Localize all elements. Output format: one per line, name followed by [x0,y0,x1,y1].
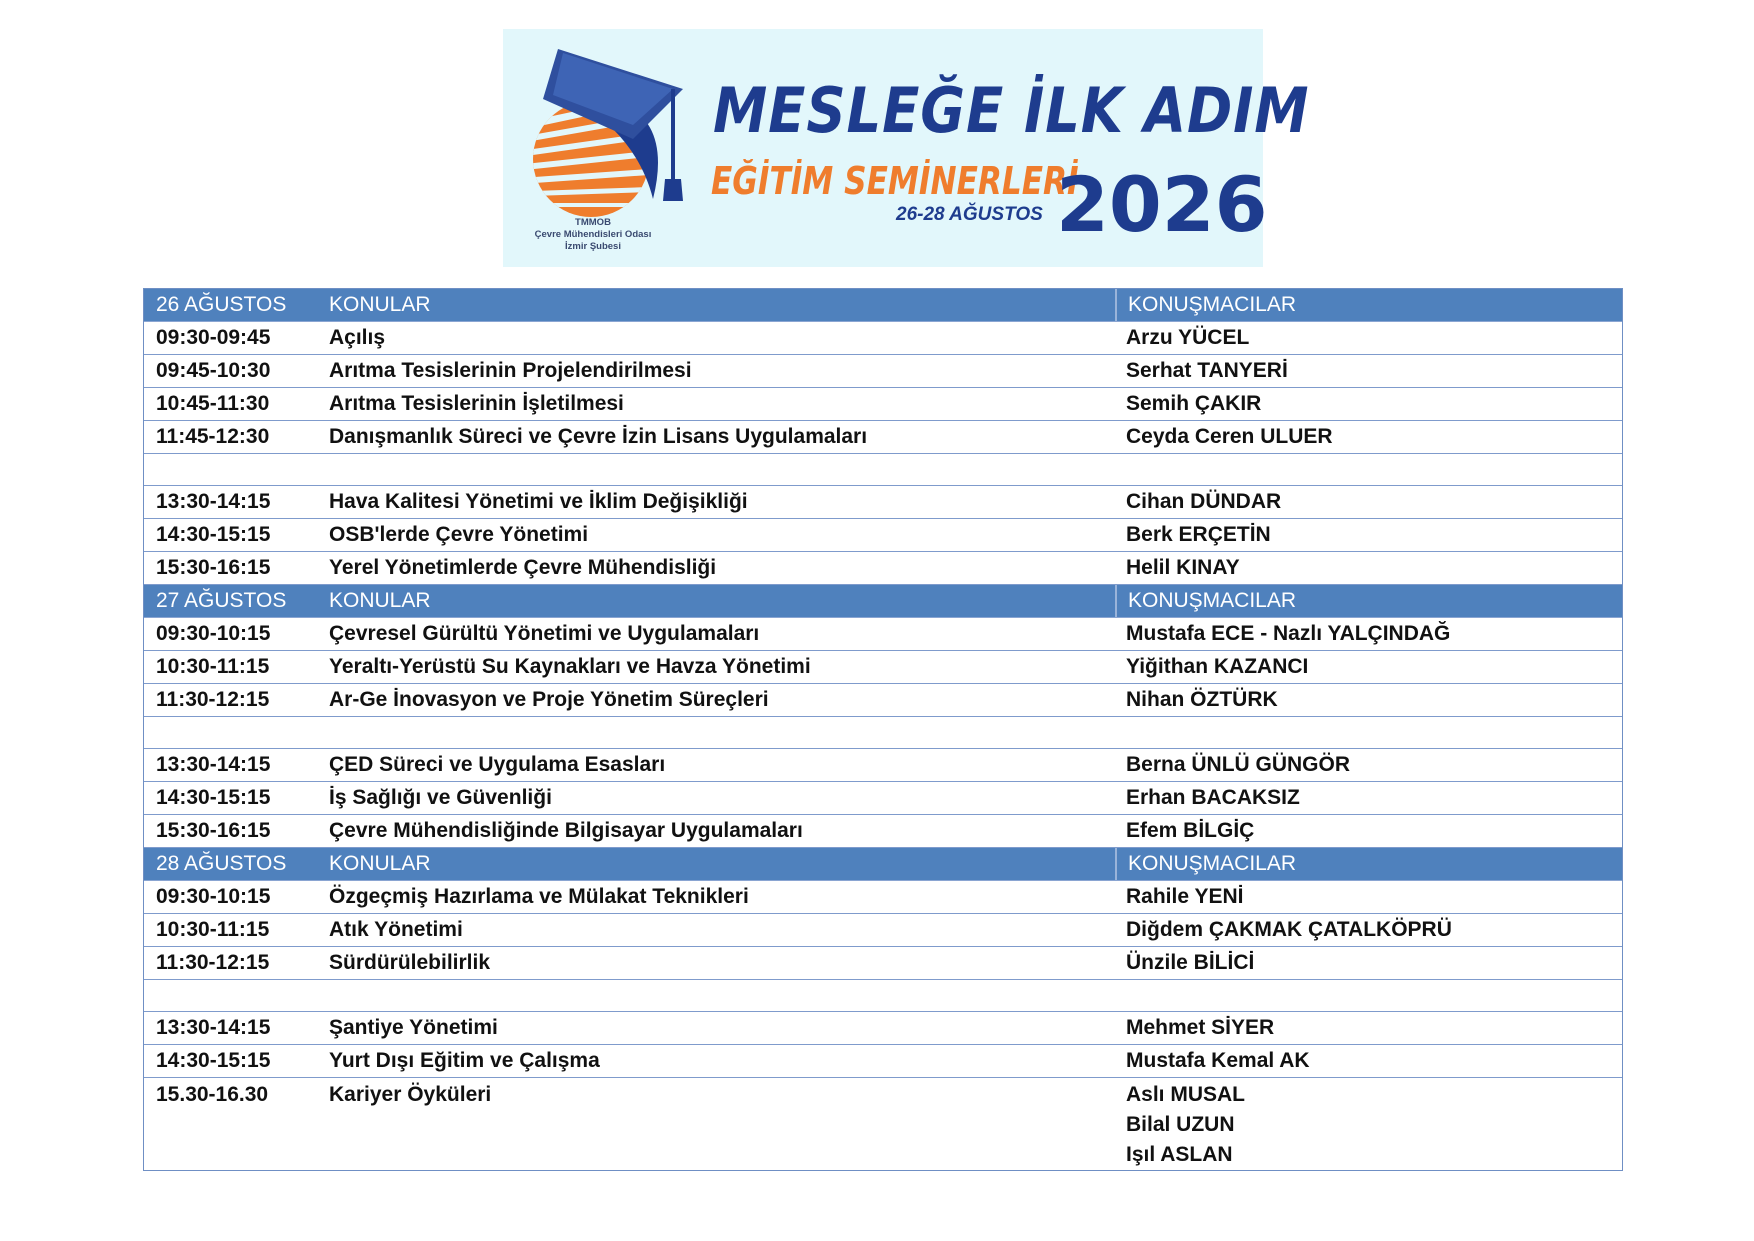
session-row [144,782,1622,815]
session-row [144,684,1622,717]
org-line-2: Çevre Mühendisleri Odası [534,229,652,240]
session-time: 10:30-11:15 [156,918,270,941]
day-header-row [144,585,1622,618]
session-speaker: Arzu YÜCEL [1126,326,1250,349]
session-topic: OSB'lerde Çevre Yönetimi [329,523,589,546]
session-topic: Danışmanlık Süreci ve Çevre İzin Lisans Uygulamaları [329,425,868,448]
session-speaker: Semih ÇAKIR [1126,392,1262,415]
session-topic: Atık Yönetimi [329,918,463,941]
session-time: 09:30-09:45 [156,326,271,349]
session-row-career-stories [144,1078,1622,1170]
speakers-column-header: KONUŞMACILAR [1115,289,1622,321]
day-header-row [144,289,1622,322]
org-line-1: TMMOB [575,217,611,228]
session-speaker: Ceyda Ceren ULUER [1126,425,1333,448]
session-time: 15:30-16:15 [156,556,271,579]
session-time: 09:45-10:30 [156,359,271,382]
lunch-break-row [144,717,1622,749]
speakers-column-header: KONUŞMACILAR [1115,848,1622,880]
session-speaker: Berk ERÇETİN [1126,523,1271,546]
session-speaker: Aslı MUSAL [1126,1083,1246,1106]
banner-dates: 26-28 AĞUSTOS [896,204,1043,225]
seminar-schedule-table [143,288,1623,1171]
session-speaker: Serhat TANYERİ [1126,359,1288,382]
session-speaker: Mehmet SİYER [1126,1016,1275,1039]
session-row [144,552,1622,585]
session-speaker: Mustafa ECE - Nazlı YALÇINDAĞ [1126,622,1451,645]
session-row [144,914,1622,947]
session-row [144,421,1622,454]
lunch-break-row [144,980,1622,1012]
session-time: 15:30-16:15 [156,819,271,842]
session-row [144,1012,1622,1045]
session-topic: Açılış [329,326,386,349]
session-speaker: Mustafa Kemal AK [1126,1049,1310,1072]
lunch-break-row [144,454,1622,486]
session-topic: Arıtma Tesislerinin Projelendirilmesi [329,359,692,382]
session-row [144,881,1622,914]
session-row [144,1045,1622,1078]
session-time: 14:30-15:15 [156,786,271,809]
session-time: 14:30-15:15 [156,523,271,546]
session-time: 11:45-12:30 [156,425,270,448]
topics-column-header: KONULAR [329,293,431,316]
session-speaker: Rahile YENİ [1126,885,1244,908]
session-time: 13:30-14:15 [156,490,271,513]
session-topic: Çevre Mühendisliğinde Bilgisayar Uygulamaları [329,819,803,842]
session-row [144,322,1622,355]
day-label: 27 AĞUSTOS [156,589,287,612]
session-topic: Özgeçmiş Hazırlama ve Mülakat Teknikleri [329,885,749,908]
session-topic: Çevresel Gürültü Yönetimi ve Uygulamaları [329,622,760,645]
seminar-banner [503,29,1310,267]
speakers-column-header: KONUŞMACILAR [1115,585,1622,617]
session-topic: Hava Kalitesi Yönetimi ve İklim Değişikliği [329,490,748,513]
session-row [144,618,1622,651]
banner-subtitle: EĞİTİM SEMİNERLERİ [711,159,1079,203]
session-topic: Arıtma Tesislerinin İşletilmesi [329,392,624,415]
session-time: 10:45-11:30 [156,392,270,415]
session-speaker: Efem BİLGİÇ [1126,819,1255,842]
session-topic: Yerel Yönetimlerde Çevre Mühendisliği [329,556,717,579]
session-speaker: Işıl ASLAN [1126,1143,1233,1166]
banner-title: MESLEĞE İLK ADIM [713,74,1310,147]
session-speaker: Cihan DÜNDAR [1126,490,1282,513]
session-speaker: Berna ÜNLÜ GÜNGÖR [1126,753,1351,776]
session-time: 11:30-12:15 [156,951,270,974]
session-speaker: Yiğithan KAZANCI [1126,655,1309,678]
banner-year: 2026 [1056,160,1268,249]
session-time: 15.30-16.30 [156,1083,269,1106]
day-label: 28 AĞUSTOS [156,852,287,875]
session-topic: ÇED Süreci ve Uygulama Esasları [329,753,666,776]
session-speaker: Helil KINAY [1126,556,1240,579]
session-topic: Yurt Dışı Eğitim ve Çalışma [329,1049,600,1072]
session-time: 13:30-14:15 [156,1016,271,1039]
session-time: 13:30-14:15 [156,753,271,776]
session-row [144,947,1622,980]
session-row [144,388,1622,421]
session-topic: Ar-Ge İnovasyon ve Proje Yönetim Süreçleri [329,688,769,711]
topics-column-header: KONULAR [329,589,431,612]
organization-label [513,217,673,253]
session-topic: Kariyer Öyküleri [329,1083,492,1106]
day-header-row [144,848,1622,881]
session-speakers-list [1115,1078,1622,1170]
session-row [144,519,1622,552]
session-time: 14:30-15:15 [156,1049,271,1072]
session-topic: Yeraltı-Yerüstü Su Kaynakları ve Havza Yönetimi [329,655,811,678]
session-row [144,486,1622,519]
session-row [144,749,1622,782]
session-row [144,651,1622,684]
session-time: 09:30-10:15 [156,885,271,908]
topics-column-header: KONULAR [329,852,431,875]
session-topic: İş Sağlığı ve Güvenliği [329,786,552,809]
session-topic: Sürdürülebilirlik [329,951,491,974]
session-time: 10:30-11:15 [156,655,270,678]
session-row [144,815,1622,848]
session-speaker: Erhan BACAKSIZ [1126,786,1300,809]
session-speaker: Diğdem ÇAKMAK ÇATALKÖPRÜ [1126,918,1452,941]
session-topic: Şantiye Yönetimi [329,1016,498,1039]
session-speaker: Nihan ÖZTÜRK [1126,688,1278,711]
session-row [144,355,1622,388]
session-speaker: Bilal UZUN [1126,1113,1235,1136]
session-time: 11:30-12:15 [156,688,270,711]
org-line-3: İzmir Şubesi [565,241,621,252]
session-speaker: Ünzile BİLİCİ [1126,951,1255,974]
session-time: 09:30-10:15 [156,622,271,645]
day-label: 26 AĞUSTOS [156,293,287,316]
